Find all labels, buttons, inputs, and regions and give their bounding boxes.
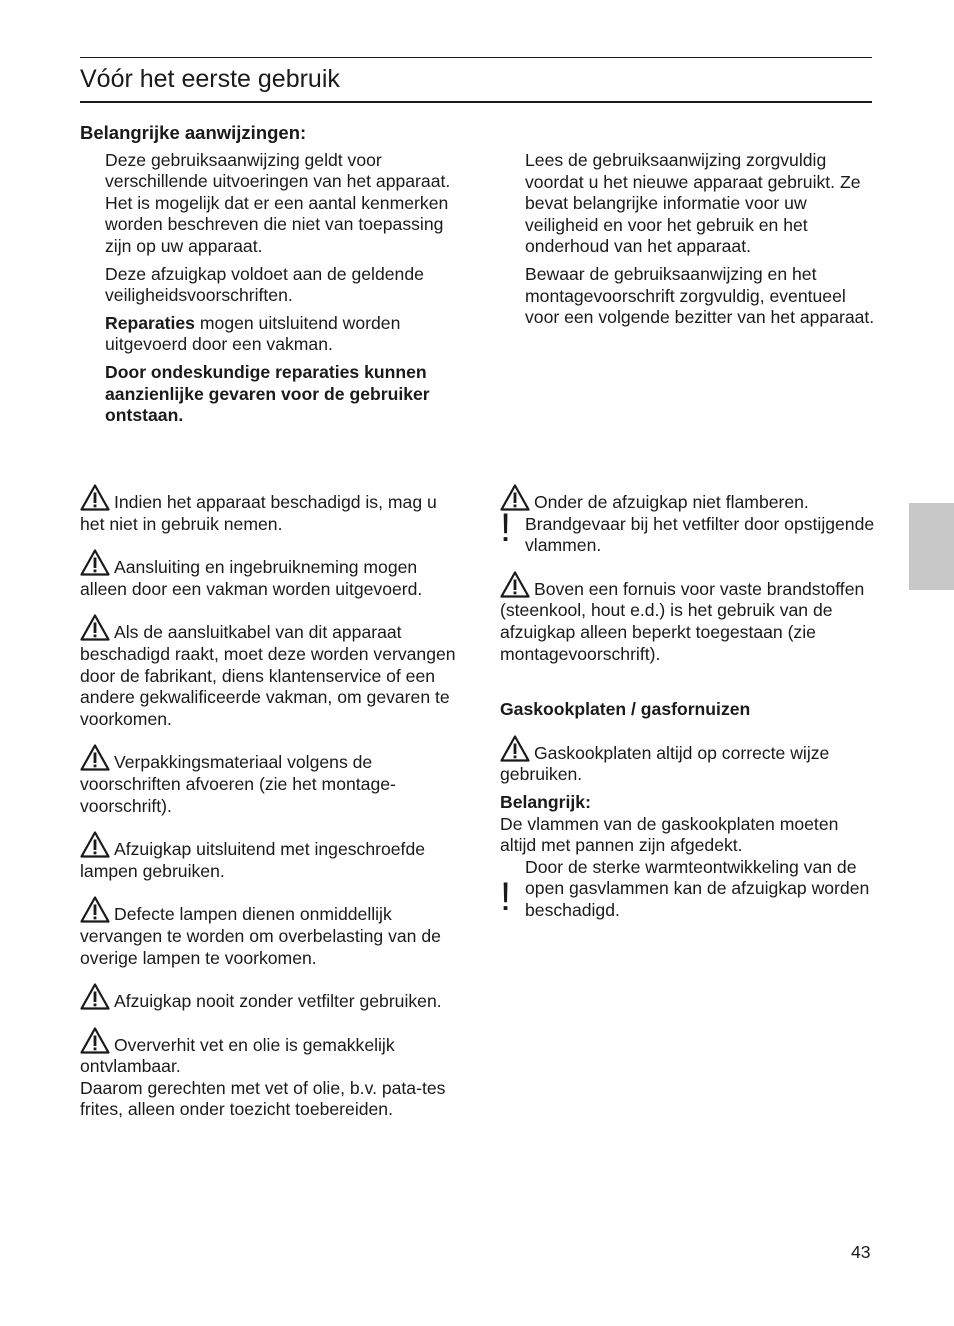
warning-icon [500,571,530,598]
exclamation-icon: ! [500,506,512,550]
right-warnings [500,484,875,922]
exclamation-icon: ! [500,874,512,919]
chapter-tab-marker [909,503,954,590]
warning-icon [500,735,530,762]
gas-heading: Gaskookplaten / gasfornuizen [500,699,751,720]
warning-item: Als de aansluitkabel van dit apparaat beschadigd raakt, moet deze worden vervangen door de fabrikant, diens klantenservice of een andere gekwalificeerde vakman, om gevaren te voorkomen. [80,614,460,730]
warning-item: Oververhit vet en olie is gemakkelijk ontvlambaar. [80,1027,460,1078]
warning-item: Afzuigkap nooit zonder vetfilter gebruiken. [80,983,460,1013]
warning-item: Indien het apparaat beschadigd is, mag u het niet in gebruik nemen. [80,484,460,535]
repair-rest: mogen uitsluitend worden uitgevoerd door een vakman. [105,312,401,355]
intro-right [500,150,875,329]
intro-paragraph: Deze gebruiksaanwijzing geldt voor verschillende uitvoeringen van het apparaat. Het is mogelijk dat er een aantal kenmerken worden beschreven die niet van toepassing zijn op uw apparaat. [105,149,451,256]
danger-paragraph: Door ondeskundige reparaties kunnen aanzienlijke gevaren voor de gebruiker ontstaan. [105,361,430,426]
warning-icon [80,484,110,511]
header-top-rule [80,57,872,58]
section-heading: Belangrijke aanwijzingen: [80,122,307,143]
flambe-warning [500,484,875,557]
warning-note: Door de sterke warmteontwikkeling van de open gasvlammen kan de afzuigkap worden beschadigd. [525,856,870,920]
intro-paragraph: Lees de gebruiksaanwijzing zorgvuldig voordat u het nieuwe apparaat gebruikt. Ze bevat belangrijke informatie voor uw veiligheid en voor het gebruik en het onderhoud van het apparaat. [525,150,861,257]
warning-item: Gaskookplaten altijd op correcte wijze gebruiken. [500,735,875,786]
repair-paragraph [105,313,460,356]
warning-icon [80,831,110,858]
repair-bold: Reparaties [105,312,195,333]
important-text: De vlammen van de gaskookplaten moeten altijd met pannen zijn afgedekt. [500,813,839,856]
warning-item: Afzuigkap uitsluitend met ingeschroefde lampen gebruiken. [80,831,460,882]
warning-icon [80,614,110,641]
warning-continuation: Daarom gerechten met vet of olie, b.v. pata-tes frites, alleen onder toezicht toebereiden. [80,1077,446,1120]
warning-icon [80,1027,110,1054]
gas-note [500,857,875,922]
warning-item: Verpakkingsmateriaal volgens de voorschriften afvoeren (zie het montage-voorschrift). [80,744,460,817]
warning-note: Brandgevaar bij het vetfilter door opstijgende vlammen. [525,513,875,556]
warning-item: Defecte lampen dienen onmiddellijk vervangen te worden om overbelasting van de overige lampen te voorkomen. [80,896,460,969]
warning-item: Aansluiting en ingebruikneming mogen alleen door een vakman worden uitgevoerd. [80,549,460,600]
header-bottom-rule [80,101,872,103]
warning-icon [80,983,110,1010]
warning-item: Onder de afzuigkap niet flamberen. [500,484,875,514]
warning-icon [80,744,110,771]
page-number: 43 [851,1242,871,1262]
warning-item: Boven een fornuis voor vaste brandstoffen (steenkool, hout e.d.) is het gebruik van de afzuigkap alleen beperkt toegestaan (zie montagevoorschrift). [500,571,875,665]
warning-icon [80,549,110,576]
page-title: Vóór het eerste gebruik [80,65,340,93]
warning-icon [80,896,110,923]
intro-paragraph: Bewaar de gebruiksaanwijzing en het montagevoorschrift zorgvuldig, eventueel voor een volgende bezitter van het apparaat. [525,263,875,328]
intro-paragraph: Deze afzuigkap voldoet aan de geldende veiligheidsvoorschriften. [105,263,424,306]
important-label: Belangrijk: [500,791,591,812]
intro-left [80,122,460,427]
left-warnings [80,484,460,1121]
